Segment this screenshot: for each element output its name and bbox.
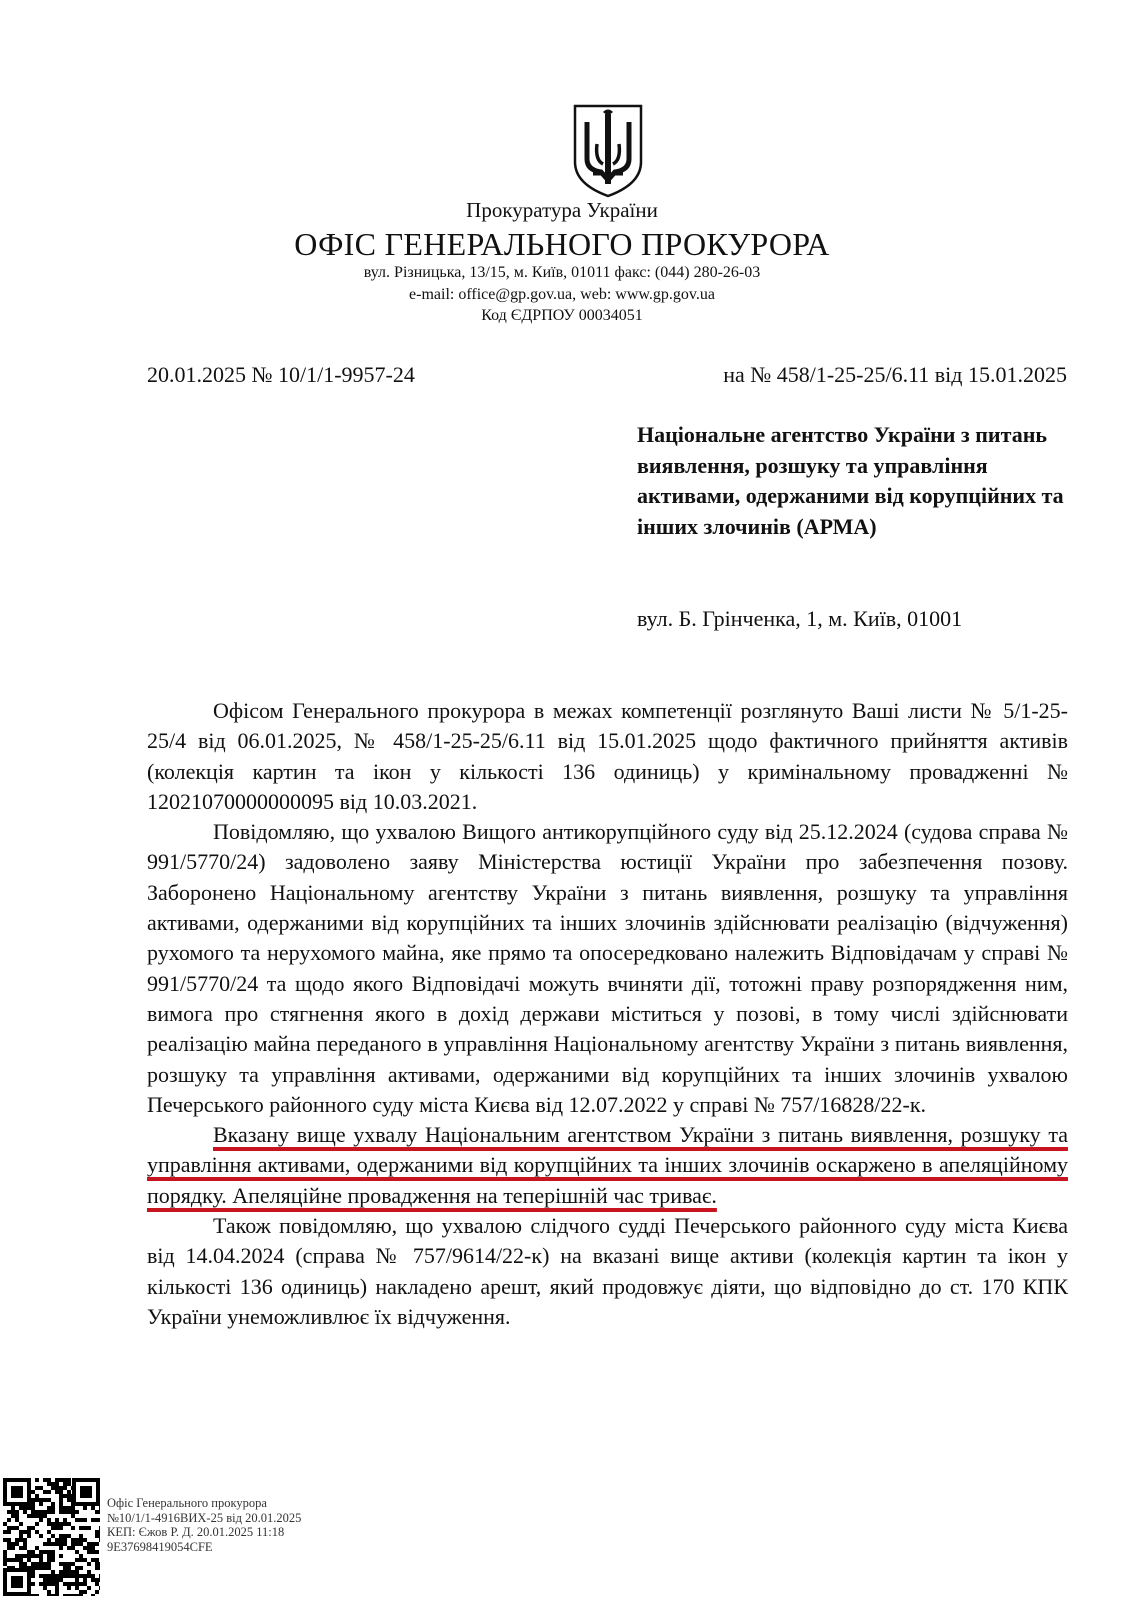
stamp-line: №10/1/1-4916ВИХ-25 від 20.01.2025 bbox=[107, 1510, 302, 1525]
coat-of-arms-icon bbox=[573, 104, 643, 198]
highlighted-paragraph: Вказану вище ухвалу Національним агентством України з питань виявлення, розшуку та управління активами, одержаними від корупційних та інших злочинів оскаржено в апеляційному порядку. Апеляційне провадження на теперішній час триває. bbox=[147, 1122, 1068, 1208]
agency-name: Прокуратура України bbox=[466, 198, 658, 222]
edrpou-code: Код ЄДРПОУ 00034051 bbox=[481, 307, 643, 324]
office-contacts: e-mail: office@gp.gov.ua, web: www.gp.gov.ua bbox=[409, 286, 715, 303]
outgoing-number: 20.01.2025 № 10/1/1-9957-24 bbox=[147, 362, 415, 387]
incoming-number: на № 458/1-25-25/6.11 від 15.01.2025 bbox=[723, 362, 1067, 387]
stamp-line: 9E37698419054CFE bbox=[107, 1539, 213, 1554]
office-title: ОФІС ГЕНЕРАЛЬНОГО ПРОКУРОРА bbox=[294, 226, 830, 262]
body-paragraph: Повідомляю, що ухвалою Вищого антикорупційного суду від 25.12.2024 (судова справа № 991/5770/24) задоволено заяву Міністерства юстиції України про забезпечення позову. Заборонено Національному агентству України з питань виявлення, розшуку та управління активами, одержаними від корупційних та інших злочинів здійснювати реалізацію (відчуження) рухомого та нерухомого майна, яке прямо та опосередковано належить Відповідачам у справі № 991/5770/24 та щодо якого Відповідачі можуть вчиняти дії, тотожні праву розпорядження ним, вимога про стягнення якого в дохід держави міститься у позові, в тому числі здійснювати реалізацію майна переданого в управління Національному агентству України з питань виявлення, розшуку та управління активами, одержаними від корупційних та інших злочинів ухвалою Печерського районного суду міста Києва від 12.07.2022 у справі № 757/16828/22-к. bbox=[147, 819, 1068, 1117]
qr-code-icon bbox=[3, 1478, 100, 1596]
office-address: вул. Різницька, 13/15, м. Київ, 01011 факс: (044) 280-26-03 bbox=[363, 264, 761, 281]
body-paragraph: Офісом Генерального прокурора в межах компетенції розглянуто Ваші листи № 5/1-25-25/4 від 06.01.2025, № 458/1-25-25/6.11 від 15.01.2025 щодо фактичного прийняття активів (колекція картин та ікон у кількості 136 одиниць) у кримінальному провадженні № 12021070000000095 від 10.03.2021. bbox=[147, 698, 1068, 814]
letter-body bbox=[147, 696, 1068, 1332]
stamp-line: КЕП: Єжов Р. Д. 20.01.2025 11:18 bbox=[107, 1525, 285, 1539]
signature-stamp bbox=[107, 1496, 301, 1554]
recipient-name: Національне агентство України з питань виявлення, розшуку та управління активами, одержаними від корупційних та інших злочинів (АРМА) bbox=[637, 422, 1064, 539]
stamp-line: Офіс Генерального прокурора bbox=[107, 1496, 267, 1510]
recipient-address: вул. Б. Грінченка, 1, м. Київ, 01001 bbox=[637, 606, 963, 631]
body-paragraph: Також повідомляю, що ухвалою слідчого судді Печерського районного суду міста Києва від 14.04.2024 (справа № 757/9614/22-к) на вказані вище активи (колекція картин та ікон у кількості 136 одиниць) накладено арешт, який продовжує діяти, що відповідно до ст. 170 КПК України унеможливлює їх відчуження. bbox=[147, 1213, 1068, 1329]
